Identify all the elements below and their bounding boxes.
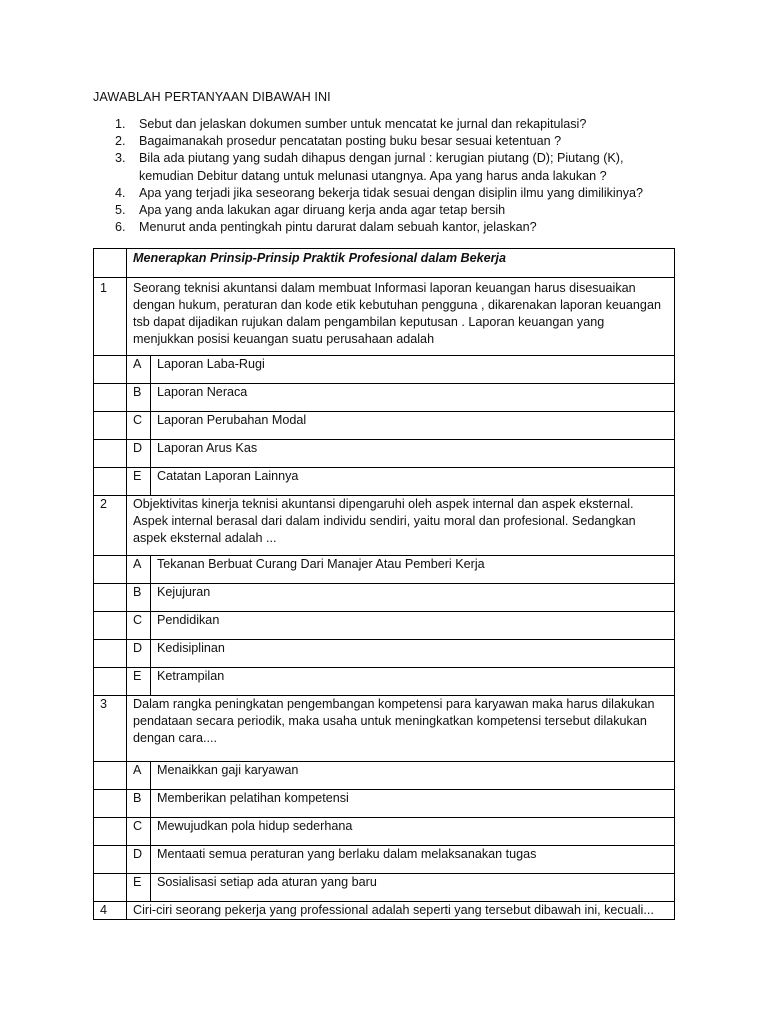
question-number: 2 (94, 496, 127, 556)
question-text: Menurut anda pentingkah pintu darurat dalam sebuah kantor, jelaskan? (139, 220, 537, 235)
option-text: Laporan Perubahan Modal (151, 412, 675, 440)
question-text: Seorang teknisi akuntansi dalam membuat Informasi laporan keuangan harus disesuaikan dengan hukum, peraturan dan kode etik kebutuhan pengguna , dikarenakan laporan keuangan tsb dapat dijadikan rujukan dalam pengambilan keputusan . Laporan keuangan yang menjukkan posisi keuangan suatu perusahaan adalah (127, 278, 675, 356)
question-number: 6. (115, 220, 126, 235)
question-number: 4 (94, 902, 127, 920)
essay-question (115, 219, 675, 236)
essay-question (115, 133, 675, 150)
option-text: Laporan Arus Kas (151, 440, 675, 468)
option-text: Pendidikan (151, 612, 675, 640)
blank-cell (94, 818, 127, 846)
blank-cell (94, 846, 127, 874)
question-number: 3. (115, 151, 126, 166)
option-letter: D (127, 640, 151, 668)
question-text: Bila ada piutang yang sudah dihapus dengan jurnal : kerugian piutang (D); Piutang (K), kemudian Debitur datang untuk melunasi utangnya. Apa yang harus anda lakukan ? (139, 151, 624, 183)
option-text: Kejujuran (151, 584, 675, 612)
blank-cell (94, 584, 127, 612)
option-text: Ketrampilan (151, 668, 675, 696)
table-header-row (94, 249, 675, 278)
page-heading: JAWABLAH PERTANYAAN DIBAWAH INI (93, 90, 331, 104)
question-text: Apa yang terjadi jika seseorang bekerja tidak sesuai dengan disiplin ilmu yang dimilikinya? (139, 185, 644, 200)
question-text: Bagaimanakah prosedur pencatatan posting buku besar sesuai ketentuan ? (139, 134, 562, 149)
table-row-option (94, 356, 675, 384)
question-text: Objektivitas kinerja teknisi akuntansi dipengaruhi oleh aspek internal dan aspek eksternal. Aspek internal berasal dari dalam individu sendiri, yaitu moral dan profesional. Sedangkan aspek eksternal adalah ... (127, 496, 675, 556)
option-letter: C (127, 612, 151, 640)
table-row-option (94, 762, 675, 790)
table-row-option (94, 874, 675, 902)
blank-cell (94, 556, 127, 584)
blank-cell (94, 412, 127, 440)
option-text: Laporan Neraca (151, 384, 675, 412)
option-letter: E (127, 468, 151, 496)
blank-cell (94, 440, 127, 468)
blank-cell (94, 640, 127, 668)
option-letter: C (127, 818, 151, 846)
table-row-option (94, 640, 675, 668)
multiple-choice-table (93, 248, 675, 920)
question-number: 3 (94, 696, 127, 762)
table-title: Menerapkan Prinsip-Prinsip Praktik Profesional dalam Bekerja (127, 249, 675, 278)
question-text: Apa yang anda lakukan agar diruang kerja anda agar tetap bersih (139, 203, 506, 218)
table-row-question (94, 278, 675, 356)
option-text: Catatan Laporan Lainnya (151, 468, 675, 496)
option-text: Mewujudkan pola hidup sederhana (151, 818, 675, 846)
table-row-question (94, 696, 675, 762)
option-letter: E (127, 874, 151, 902)
essay-question (115, 202, 675, 219)
option-letter: E (127, 668, 151, 696)
blank-cell (94, 762, 127, 790)
table-row-option (94, 556, 675, 584)
blank-cell (94, 612, 127, 640)
option-letter: A (127, 356, 151, 384)
option-letter: B (127, 790, 151, 818)
blank-cell (94, 356, 127, 384)
table-row-question (94, 496, 675, 556)
option-text: Menaikkan gaji karyawan (151, 762, 675, 790)
question-number: 2. (115, 134, 126, 149)
table-row-option (94, 818, 675, 846)
blank-cell (94, 668, 127, 696)
table-row-option (94, 846, 675, 874)
essay-question (115, 185, 675, 202)
table-row-option (94, 384, 675, 412)
option-text: Memberikan pelatihan kompetensi (151, 790, 675, 818)
header-number-cell (94, 249, 127, 278)
option-text: Laporan Laba-Rugi (151, 356, 675, 384)
essay-question (115, 116, 675, 133)
essay-question-list (115, 116, 675, 236)
question-number: 1. (115, 117, 126, 131)
table-row-option (94, 790, 675, 818)
option-letter: C (127, 412, 151, 440)
question-number: 5. (115, 203, 126, 218)
question-number: 1 (94, 278, 127, 356)
table-row-option (94, 412, 675, 440)
option-letter: D (127, 846, 151, 874)
option-text: Tekanan Berbuat Curang Dari Manajer Atau Pemberi Kerja (151, 556, 675, 584)
question-text: Dalam rangka peningkatan pengembangan kompetensi para karyawan maka harus dilakukan pendataan secara periodik, maka usaha untuk meningkatkan kompetensi tersebut dilakukan dengan cara.... (127, 696, 675, 762)
table-row-option (94, 468, 675, 496)
blank-cell (94, 384, 127, 412)
table-row-option (94, 584, 675, 612)
option-letter: B (127, 584, 151, 612)
option-text: Mentaati semua peraturan yang berlaku dalam melaksanakan tugas (151, 846, 675, 874)
option-text: Kedisiplinan (151, 640, 675, 668)
table-row-option (94, 612, 675, 640)
blank-cell (94, 790, 127, 818)
table-row-option (94, 440, 675, 468)
question-text: Sebut dan jelaskan dokumen sumber untuk mencatat ke jurnal dan rekapitulasi? (139, 117, 587, 131)
option-text: Sosialisasi setiap ada aturan yang baru (151, 874, 675, 902)
essay-question (115, 150, 675, 184)
blank-cell (94, 874, 127, 902)
option-letter: A (127, 556, 151, 584)
option-letter: D (127, 440, 151, 468)
table-row-question (94, 902, 675, 920)
question-number: 4. (115, 185, 126, 200)
blank-cell (94, 468, 127, 496)
option-letter: A (127, 762, 151, 790)
option-letter: B (127, 384, 151, 412)
table-row-option (94, 668, 675, 696)
question-text: Ciri-ciri seorang pekerja yang professional adalah seperti yang tersebut dibawah ini, kecuali... (127, 902, 675, 920)
